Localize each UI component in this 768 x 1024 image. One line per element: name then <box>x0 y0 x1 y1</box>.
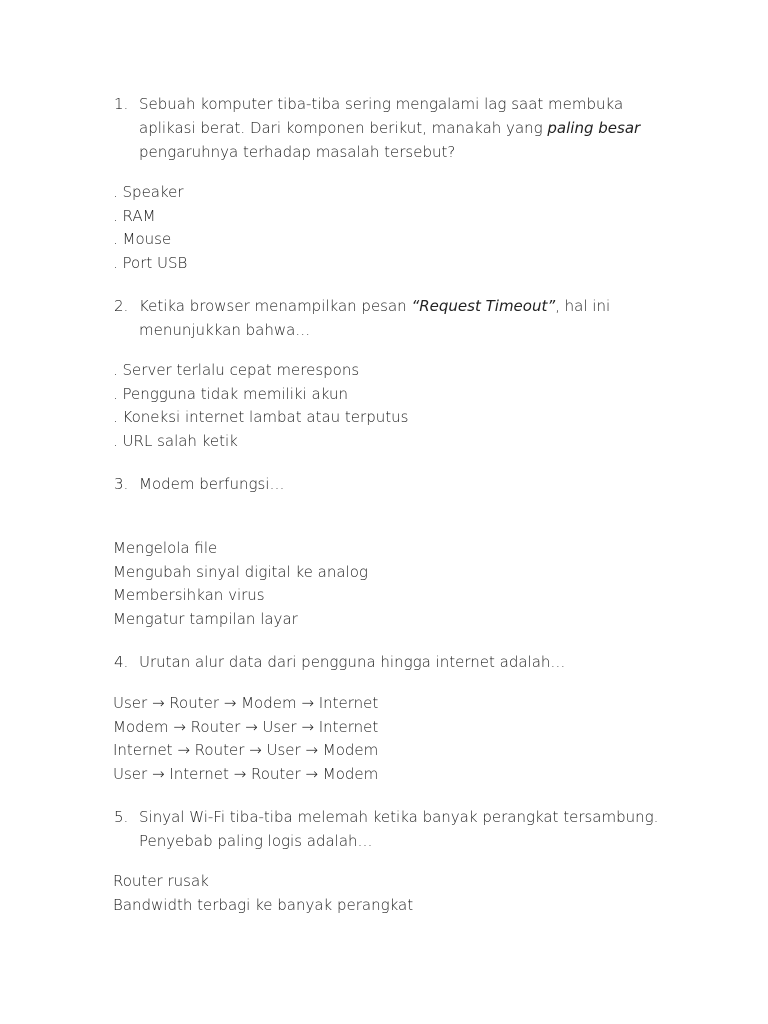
question-3 <box>114 472 674 496</box>
question-5 <box>114 805 674 853</box>
question-text: Ketika browser menampilkan pesan “Request Timeout”, hal ini menunjukkan bahwa… <box>139 297 611 339</box>
option: . Pengguna tidak memiliki akun <box>113 384 348 403</box>
options-2 <box>113 359 408 454</box>
option: Membersihkan virus <box>113 586 265 605</box>
option: Internet → Router → User → Modem <box>113 741 379 760</box>
option: Mengatur tampilan layar <box>113 610 298 629</box>
options-5 <box>113 870 413 917</box>
option: Mengubah sinyal digital ke analog <box>113 562 368 581</box>
options-3 <box>113 537 368 632</box>
question-number: 3. <box>114 475 129 493</box>
option: . Server terlalu cepat merespons <box>113 361 360 379</box>
question-text: Sinyal Wi-Fi tiba-tiba melemah ketika banyak perangkat tersambung. Penyebab paling logis adalah… <box>139 808 659 850</box>
question-1 <box>114 92 674 164</box>
question-number: 2. <box>114 297 129 315</box>
options-4 <box>113 692 378 787</box>
question-text: Modem berfungsi… <box>139 475 285 493</box>
question-emphasis: “Request Timeout” <box>411 297 556 315</box>
options-1 <box>113 181 187 276</box>
question-text: Urutan alur data dari pengguna hingga internet adalah… <box>139 653 566 671</box>
question-2 <box>114 294 674 342</box>
question-4 <box>114 650 674 674</box>
question-number: 5. <box>114 808 129 826</box>
question-number: 1. <box>114 95 129 113</box>
option: Router rusak <box>113 872 209 890</box>
option: User → Internet → Router → Modem <box>113 765 379 784</box>
option: . Koneksi internet lambat atau terputus <box>113 408 409 427</box>
option: . RAM <box>113 206 156 225</box>
option: Modem → Router → User → Internet <box>113 717 379 736</box>
option: . Port USB <box>113 254 188 273</box>
option: . Speaker <box>113 183 184 201</box>
question-number: 4. <box>114 653 129 671</box>
question-emphasis: paling besar <box>547 119 641 137</box>
option: . URL salah ketik <box>113 432 238 451</box>
question-text: Sebuah komputer tiba-tiba sering mengalami lag saat membuka aplikasi berat. Dari komponen berikut, manakah yang paling besar pengaruhnya terhadap masalah tersebut? <box>139 95 641 161</box>
option: Mengelola file <box>113 539 218 557</box>
option: . Mouse <box>113 230 172 249</box>
option: Bandwidth terbagi ke banyak perangkat <box>113 895 414 914</box>
option: User → Router → Modem → Internet <box>113 694 379 712</box>
